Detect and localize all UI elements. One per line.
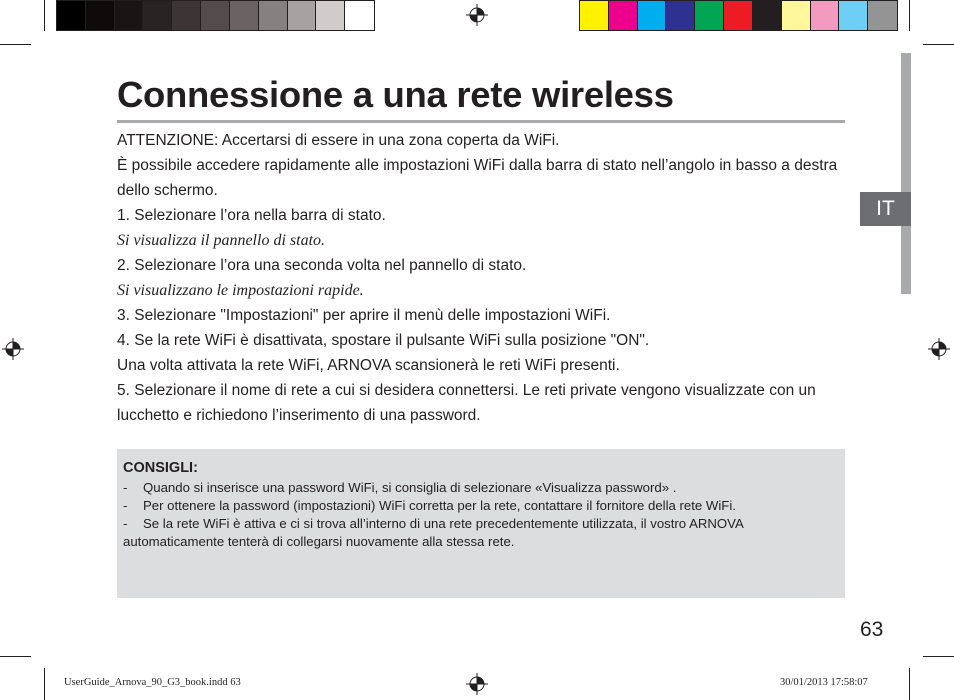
tips-box (117, 449, 845, 598)
language-tab-label: IT (876, 197, 895, 220)
crop-mark (909, 668, 910, 700)
crop-mark (923, 656, 954, 657)
tip-text: Se la rete WiFi è attiva e ci si trova all’interno di una rete precedentemente utilizzata, il vostro ARNOVA (143, 516, 744, 531)
page-number: 63 (860, 618, 884, 641)
color-swatch (115, 1, 144, 30)
color-swatch (316, 1, 345, 30)
step-4: 4. Se la rete WiFi è disattivata, spostare il pulsante WiFi sulla posizione "ON". (117, 332, 650, 349)
crop-mark (909, 0, 910, 31)
slug-datetime: 30/01/2013 17:58:07 (780, 677, 868, 688)
step-1-result: Si visualizza il pannello di stato. (117, 232, 326, 249)
registration-mark-icon (466, 673, 488, 695)
color-swatch (609, 1, 638, 30)
tip-item (123, 515, 837, 533)
language-tab (860, 192, 911, 226)
step-3: 3. Selezionare "Impostazioni" per aprire il menù delle impostazioni WiFi. (117, 307, 611, 324)
tip-item (123, 497, 837, 515)
color-swatch (839, 1, 868, 30)
registration-mark-icon (466, 4, 488, 26)
tip-dash: - (123, 480, 128, 495)
slug-filename: UserGuide_Arnova_90_G3_book.indd 63 (64, 677, 241, 688)
tip-dash: - (123, 516, 128, 531)
title-underline (117, 120, 845, 123)
page-title: Connessione a una rete wireless (117, 74, 674, 115)
color-swatch (345, 1, 374, 30)
step-2-result: Si visualizzano le impostazioni rapide. (117, 282, 364, 299)
crop-mark (44, 0, 45, 31)
crop-mark (44, 668, 45, 700)
color-swatch (580, 1, 609, 30)
color-swatch (753, 1, 782, 30)
body-text (117, 128, 845, 428)
color-swatch (86, 1, 115, 30)
crop-mark (0, 656, 31, 657)
color-swatch (143, 1, 172, 30)
tip-continuation: automaticamente tenterà di collegarsi nuovamente alla stessa rete. (123, 534, 515, 549)
color-swatch (724, 1, 753, 30)
crop-mark (0, 44, 31, 45)
process-color-bar (579, 0, 898, 31)
tip-item (123, 479, 837, 497)
crop-mark (923, 44, 954, 45)
color-swatch (868, 1, 897, 30)
grayscale-color-bar (56, 0, 375, 31)
warning-line: ATTENZIONE: Accertarsi di essere in una zona coperta da WiFi. (117, 132, 560, 149)
tips-title: CONSIGLI: (123, 460, 198, 476)
color-swatch (259, 1, 288, 30)
color-swatch (172, 1, 201, 30)
step-1: 1. Selezionare l’ora nella barra di stato. (117, 207, 386, 224)
color-swatch (201, 1, 230, 30)
tip-text: Quando si inserisce una password WiFi, si consiglia di selezionare «Visualizza password» . (143, 480, 677, 495)
intro-paragraph: È possibile accedere rapidamente alle impostazioni WiFi dalla barra di stato nell’angolo in basso a destra dello schermo. (117, 157, 838, 199)
color-swatch (695, 1, 724, 30)
color-swatch (782, 1, 811, 30)
color-swatch (288, 1, 317, 30)
tip-dash: - (123, 498, 128, 513)
side-tab-strip (901, 53, 911, 294)
tip-text: Per ottenere la password (impostazioni) WiFi corretta per la rete, contattare il fornitore della rete WiFi. (143, 498, 736, 513)
color-swatch (57, 1, 86, 30)
color-swatch (638, 1, 667, 30)
color-swatch (230, 1, 259, 30)
color-swatch (811, 1, 840, 30)
step-2: 2. Selezionare l’ora una seconda volta nel pannello di stato. (117, 257, 527, 274)
registration-mark-icon (2, 338, 24, 360)
color-swatch (666, 1, 695, 30)
step-4-result: Una volta attivata la rete WiFi, ARNOVA scansionerà le reti WiFi presenti. (117, 357, 620, 374)
registration-mark-icon (928, 338, 950, 360)
step-5: 5. Selezionare il nome di rete a cui si desidera connettersi. Le reti private vengono visualizzate con un lucchetto e richiedono l’inserimento di una password. (117, 382, 816, 424)
